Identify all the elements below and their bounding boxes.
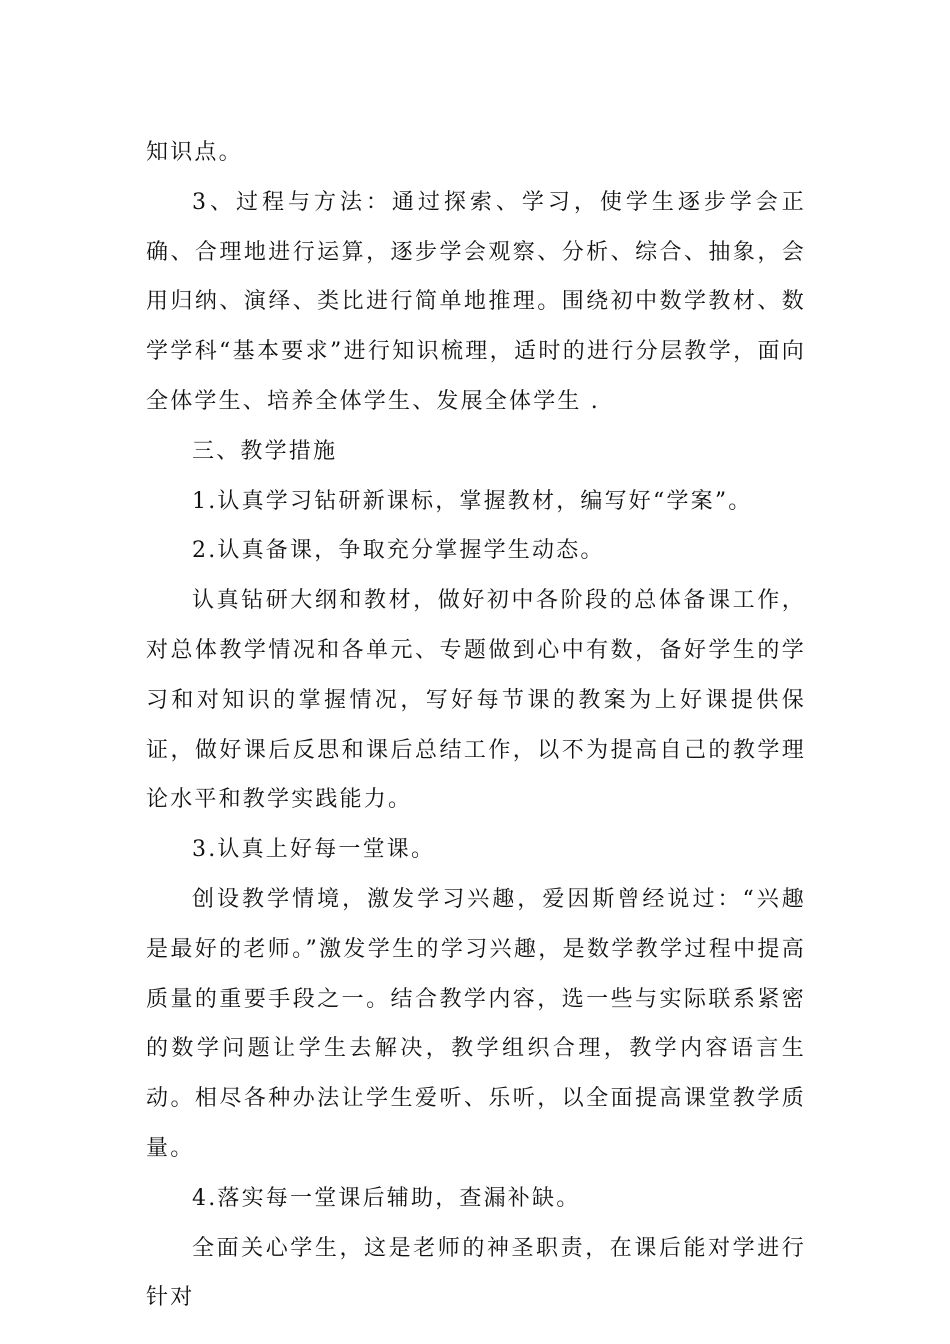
measure-item-4: 4.落实每一堂课后辅助，查漏补缺。 <box>192 1185 581 1211</box>
section-heading-teaching-measures: 三、教学措施 <box>192 438 338 464</box>
measure-item-3: 3.认真上好每一堂课。 <box>192 837 436 863</box>
paragraph-lesson-preparation: 认真钻研大纲和教材，做好初中各阶段的总体备课工作，对总体教学情况和各单元、专题做到心中有数，备好学生的学习和对知识的掌握情况，写好每节课的教案为上好课提供保证，做好课后反思和课后总结工作，以不为提高自己的教学理论水平和教学实践能力。 <box>146 588 806 813</box>
paragraph-continuation: 知识点。 <box>146 140 243 165</box>
paragraph-process-and-method: 3、过程与方法：通过探索、学习，使学生逐步学会正确、合理地进行运算，逐步学会观察、分析、综合、抽象，会用归纳、演绎、类比进行简单地推理。围绕初中数学教材、数学学科“基本要求”进行知识梳理，适时的进行分层教学，面向全体学生、培养全体学生、发展全体学生 . <box>146 189 806 414</box>
paragraph-student-care: 全面关心学生，这是老师的神圣职责，在课后能对学进行针对 <box>146 1235 806 1311</box>
document-body <box>146 128 806 1323</box>
paragraph-teaching-interest: 创设教学情境，激发学习兴趣，爱因斯曾经说过：“兴趣是最好的老师。”激发学生的学习兴趣，是数学教学过程中提高质量的重要手段之一。结合教学内容，选一些与实际联系紧密的数学问题让学生去解决，教学组织合理，教学内容语言生动。相尽各种办法让学生爱听、乐听，以全面提高课堂教学质量。 <box>146 886 806 1161</box>
measure-item-1: 1.认真学习钻研新课标，掌握教材，编写好“学案”。 <box>192 488 753 514</box>
measure-item-2: 2.认真备课，争取充分掌握学生动态。 <box>192 538 605 564</box>
